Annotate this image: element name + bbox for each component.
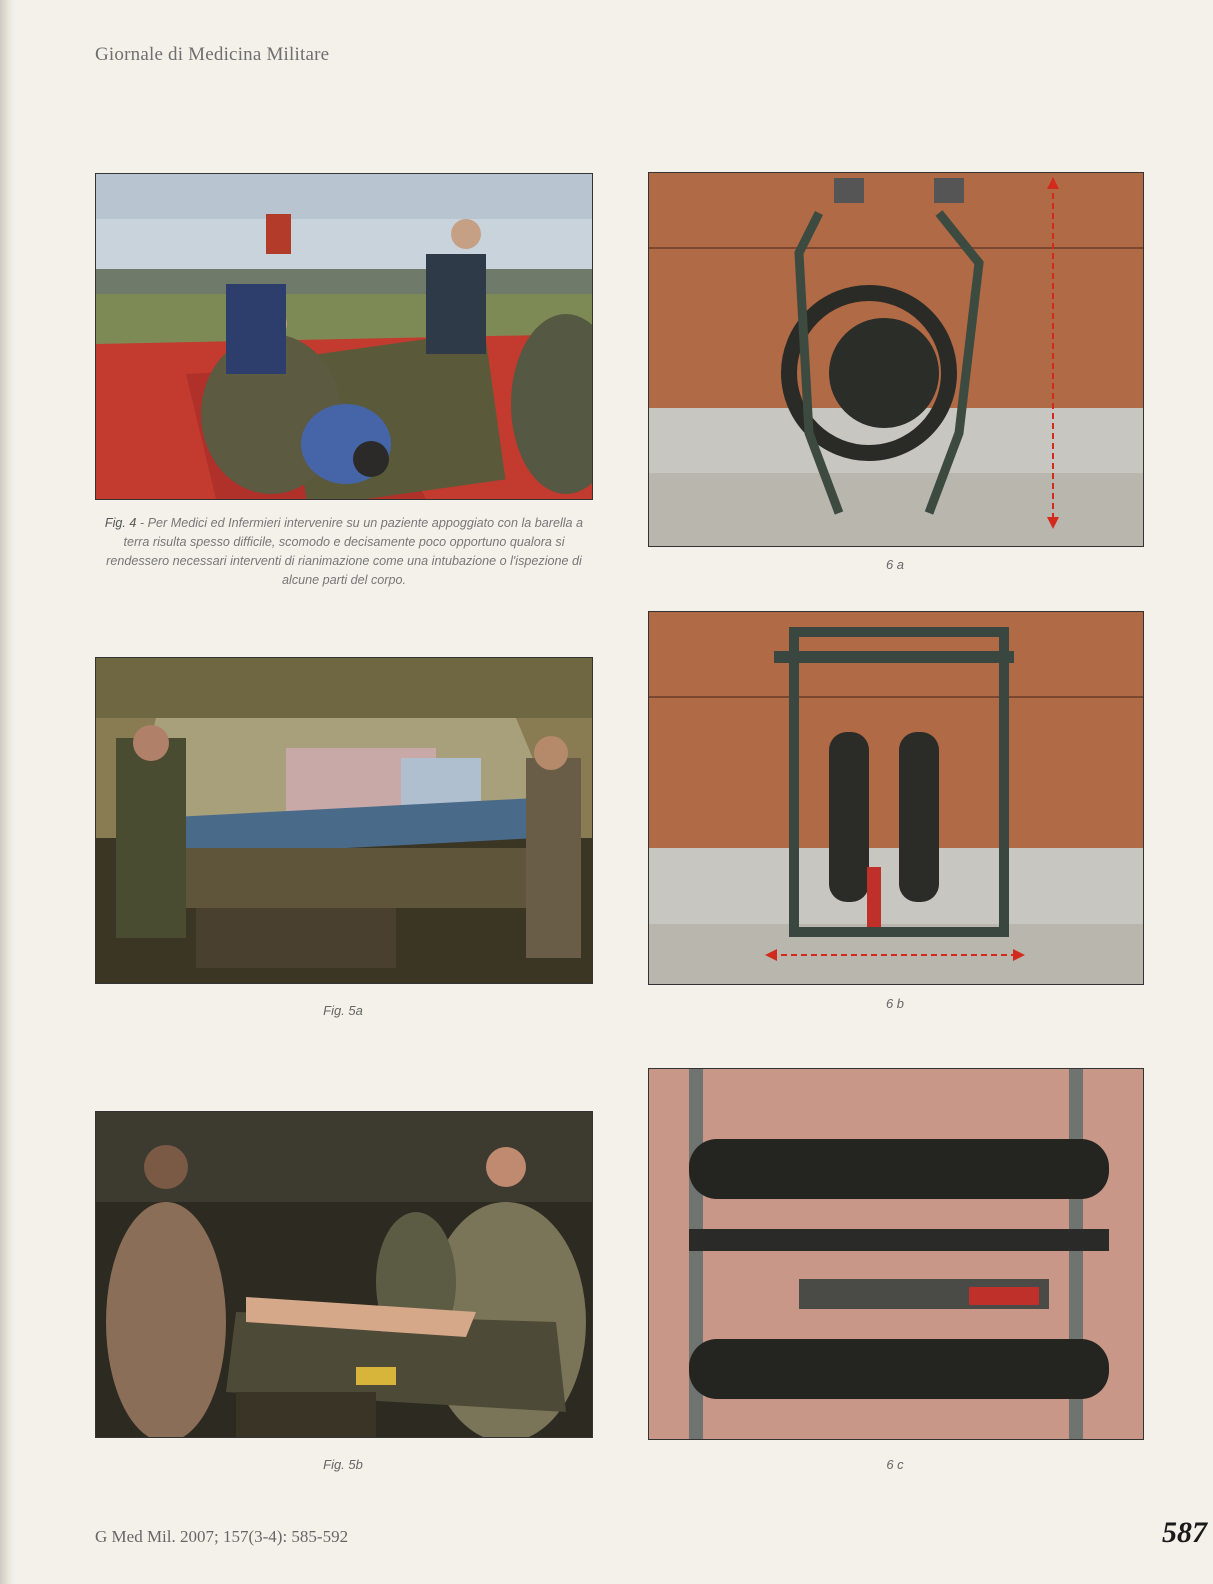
fig6a-caption: 6 a [885,557,905,572]
fig5b-caption: Fig. 5b [323,1457,363,1472]
fig5a-caption: Fig. 5a [323,1003,363,1018]
fig5a-photo [95,657,593,984]
fig4-caption [95,514,593,590]
page-number: 587 [1162,1516,1207,1549]
fig6b-caption: 6 b [885,996,905,1011]
fig5b-photo [95,1111,593,1438]
journal-title: Giornale di Medicina Militare [95,44,330,65]
page-binding-shadow [0,0,14,1584]
fig6a-photo [648,172,1144,547]
fig4-caption-text: - Per Medici ed Infermieri intervenire su un paziente appoggiato con la barella a terra risulta spesso difficile, scomodo e decisamente poco opportuno qualora si rendessero necessari interventi di rianimazione come una intubazione o l'ispezione di alcune parti del corpo. [106,516,584,587]
fig6c-photo [648,1068,1144,1440]
footer-citation: G Med Mil. 2007; 157(3-4): 585-592 [95,1527,349,1546]
fig6b-photo [648,611,1144,985]
fig6c-caption: 6 c [886,1457,904,1472]
fig4-label: Fig. 4 [104,516,137,530]
fig4-photo [95,173,593,500]
